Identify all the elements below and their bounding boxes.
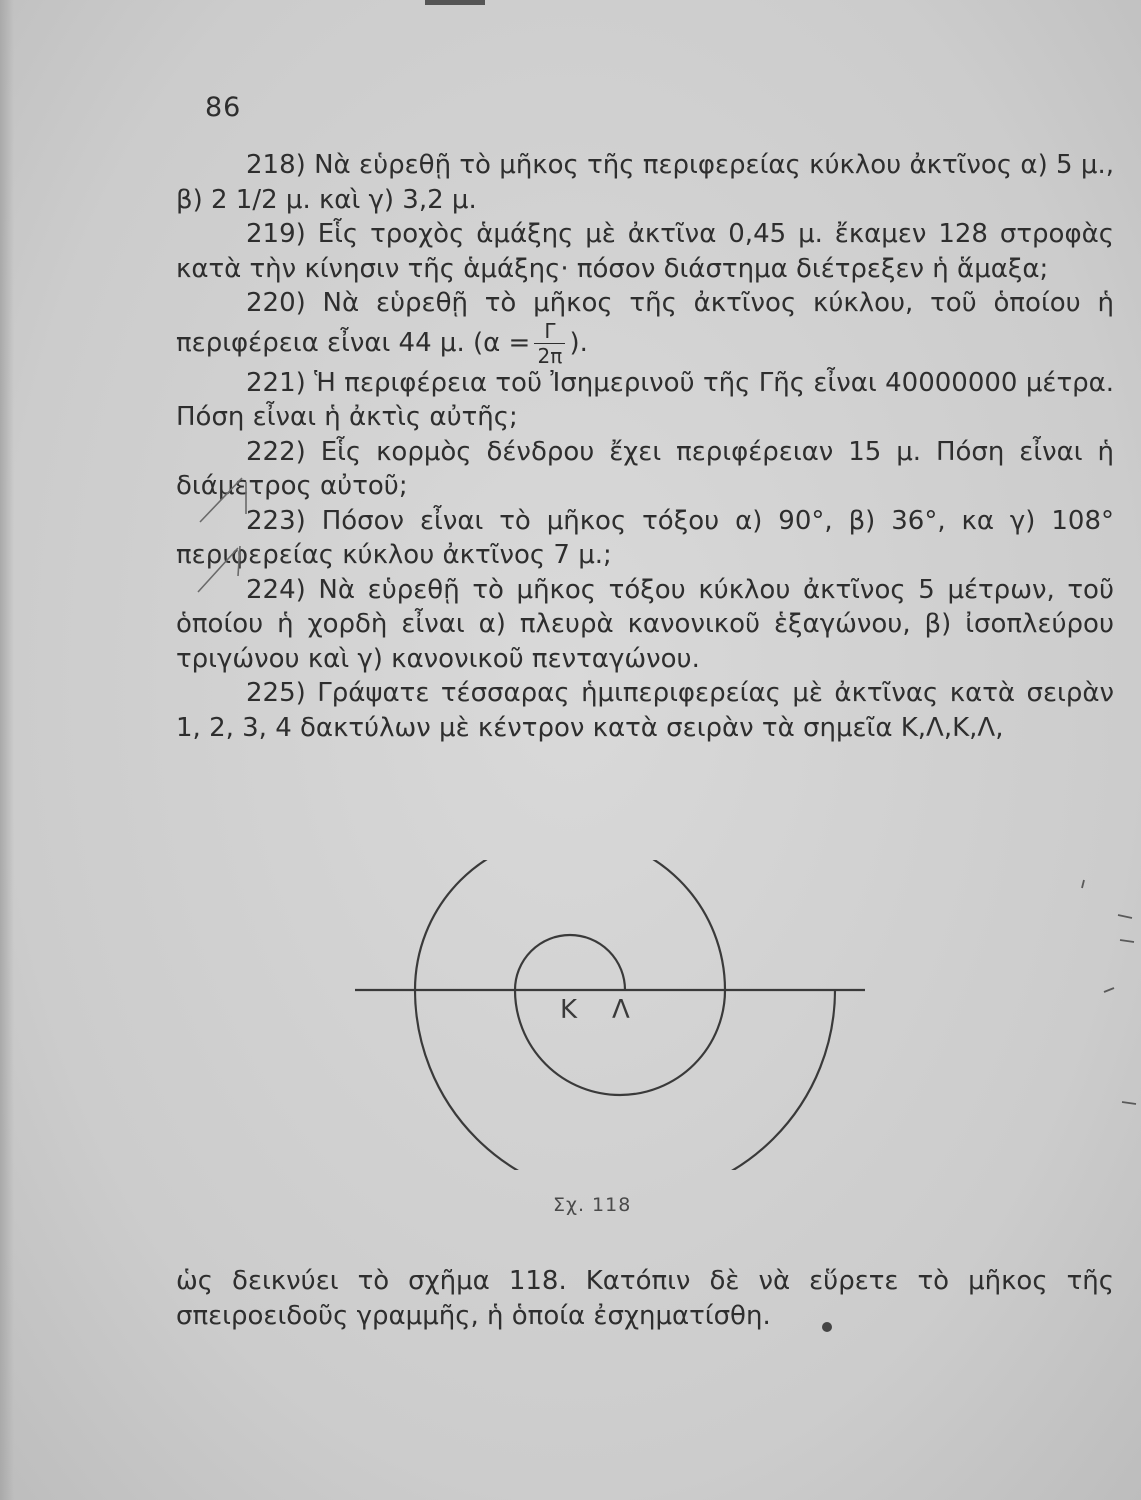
semicircle-3 xyxy=(415,860,725,990)
margin-ticks xyxy=(1070,870,1141,1230)
continuation-paragraph xyxy=(176,1264,1114,1333)
point-k-label: Κ xyxy=(560,995,578,1025)
pencil-bracket-223 xyxy=(238,546,240,576)
spiral-figure xyxy=(340,860,880,1170)
formula-denominator: 2π xyxy=(537,343,563,368)
pencil-stroke-223 xyxy=(198,548,238,592)
continuation-text: ὡς δεικνύει τὸ σχῆμα 118. Κατόπιν δὲ νὰ εὕρετε τὸ μῆκος τῆς σπειροειδοῦς γραμμῆς, ἡ ὁποία ἐσχηματίσθη. xyxy=(176,1266,1114,1331)
problem-221: 221) Ἡ περιφέρεια τοῦ Ἰσημερινοῦ τῆς Γῆς εἶναι 40000000 μέτρα. Πόση εἶναι ἡ ἀκτὶς αὐτῆς; xyxy=(176,367,1114,432)
problem-220-text: 220) Νὰ εὑρεθῇ τὸ μῆκος τῆς ἀκτῖνος κύκλου, τοῦ ὁποίου ἡ περιφέρεια εἶναι 44 μ. (α = xyxy=(176,288,1114,358)
problem-222: 222) Εἷς κορμὸς δένδρου ἔχει περιφέρειαν 15 μ. Πόση εἶναι ἡ διάμετρος αὐτοῦ; xyxy=(176,436,1114,501)
margin-tick xyxy=(1122,1102,1136,1104)
semicircle-1 xyxy=(515,935,625,990)
problem-218: 218) Νὰ εὑρεθῇ τὸ μῆκος τῆς περιφερείας κύκλου ἀκτῖνος α) 5 μ., β) 2 1/2 μ. καὶ γ) 3,2 μ. xyxy=(176,150,1114,215)
problem-224: 224) Νὰ εὑρεθῇ τὸ μῆκος τόξου κύκλου ἀκτῖνος 5 μέτρων, τοῦ ὁποίου ἡ χορδὴ εἶναι α) πλευρὰ κανονικοῦ ἑξαγώνου, β) ἰσοπλεύρου τριγώνου καὶ γ) κανονικοῦ πενταγώνου. xyxy=(176,574,1114,674)
problem-list xyxy=(176,148,1114,745)
problem-225: 225) Γράψατε τέσσαρας ἡμιπεριφερείας μὲ ἀκτῖνας κατὰ σειρὰν 1, 2, 3, 4 δακτύλων μὲ κέντρον κατὰ σειρὰν τὰ σημεῖα Κ,Λ,Κ,Λ, xyxy=(176,678,1114,743)
spiral-drawing xyxy=(340,860,880,1170)
margin-tick xyxy=(1104,988,1114,992)
formula-numerator: Γ xyxy=(534,321,565,344)
point-l-label: Λ xyxy=(612,995,630,1025)
margin-tick xyxy=(1118,915,1132,918)
page-number: 86 xyxy=(205,92,242,123)
ink-dot xyxy=(822,1322,832,1332)
figure-caption: Σχ. 118 xyxy=(553,1194,632,1216)
pencil-marks xyxy=(180,470,260,620)
pencil-stroke-222 xyxy=(200,478,242,522)
top-edge-mark xyxy=(425,0,485,5)
problem-219: 219) Εἷς τροχὸς ἁμάξης μὲ ἀκτῖνα 0,45 μ. ἔκαμεν 128 στροφὰς κατὰ τὴν κίνησιν τῆς ἁμάξης· πόσον διάστημα διέτρεξεν ἡ ἅμαξα; xyxy=(176,219,1114,284)
binding-shadow xyxy=(0,0,14,1500)
problem-220 xyxy=(176,286,1114,366)
radius-formula xyxy=(534,318,565,368)
problem-220-closing: ). xyxy=(569,327,588,358)
margin-tick xyxy=(1082,880,1084,888)
margin-tick xyxy=(1120,940,1134,942)
problem-223: 223) Πόσον εἶναι τὸ μῆκος τόξου α) 90°, β) 36°, κα γ) 108° περιφερείας κύκλου ἀκτῖνος 7 μ.; xyxy=(176,505,1114,570)
